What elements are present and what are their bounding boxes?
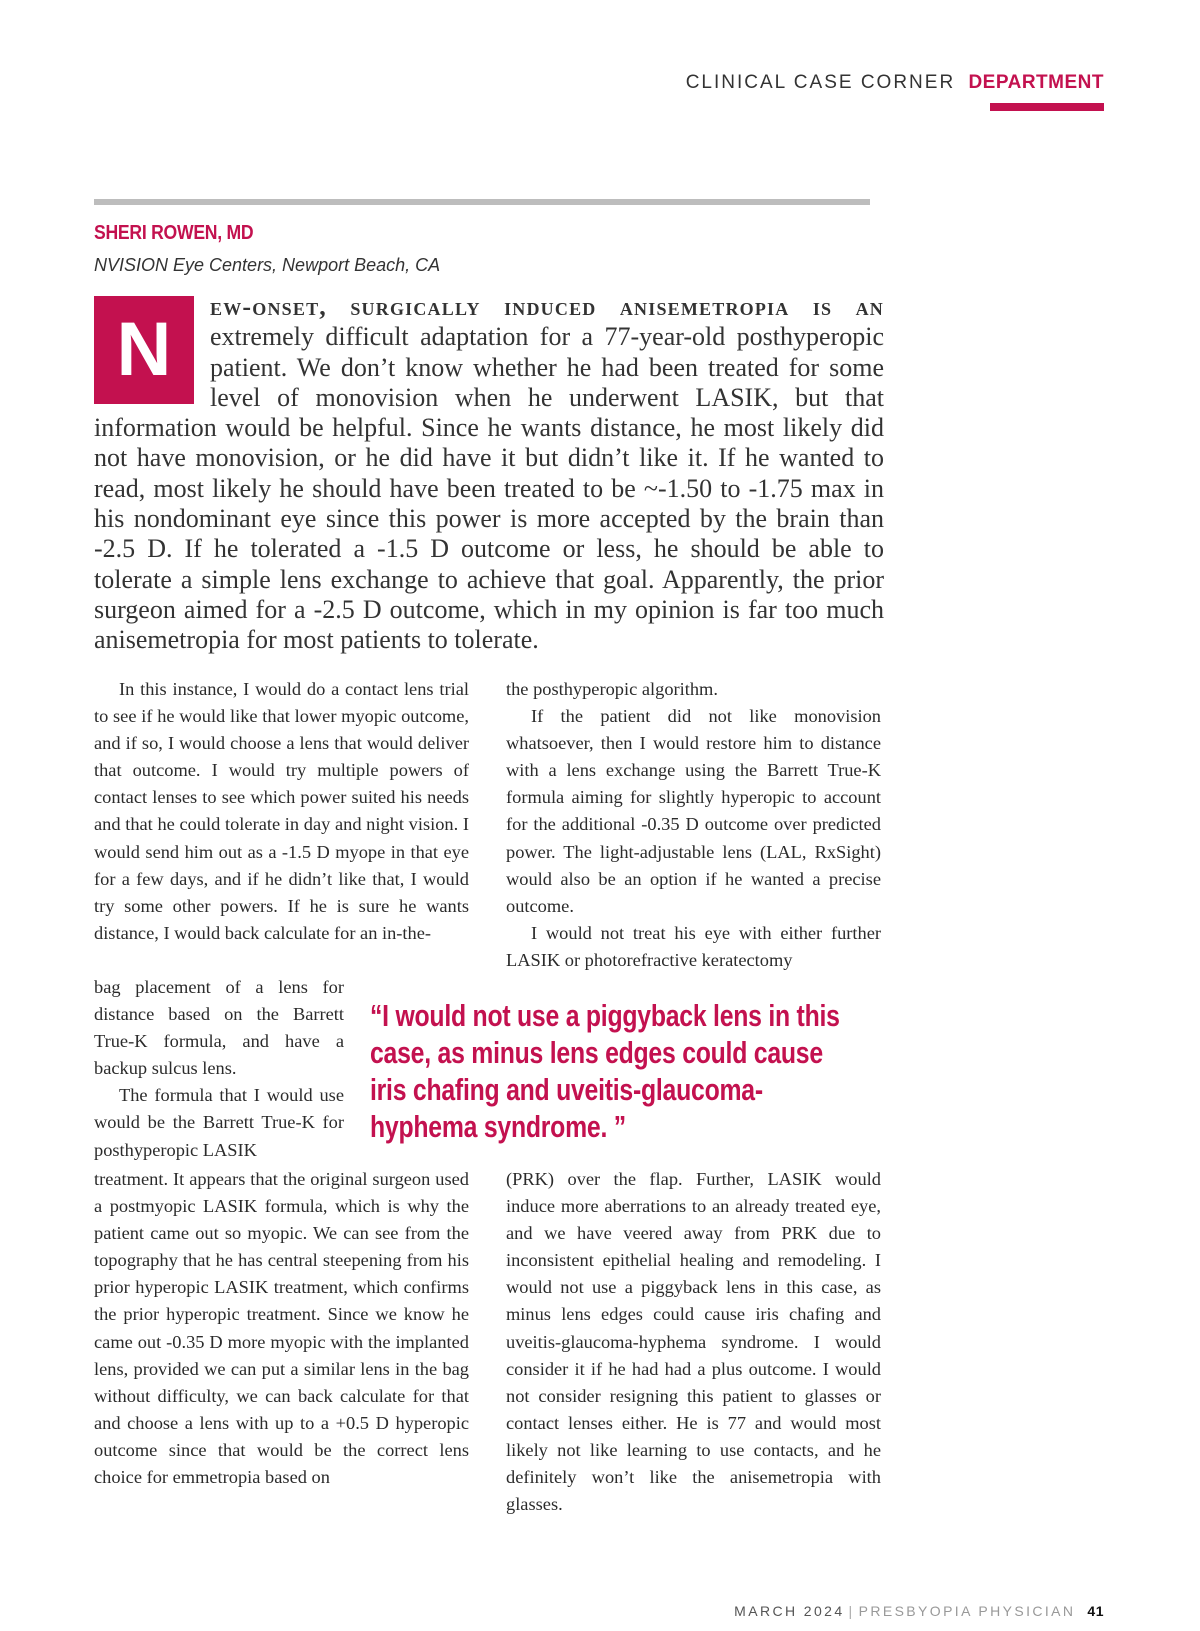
column-2-bottom (506, 1166, 881, 1518)
lead-opening: ew-onset, surgically induced anisemetropia is an (210, 292, 884, 321)
author-name: SHERI ROWEN, MD (94, 222, 254, 244)
header-accent-bar (990, 103, 1104, 111)
body-paragraph: treatment. It appears that the original surgeon used a postmyopic LASIK formula, which is why the patient came out so myopic. We can see from the topography that he has central steepening from his prior hyperopic LASIK treatment, which confirms the prior hyperopic treatment. Since we know he came out -0.35 D more myopic with the implanted lens, provided we can put a similar lens in the bag without difficulty, we can back calculate for that and choose a lens with up to a +0.5 D hyperopic outcome since that would be the correct lens choice for emmetropia based on (94, 1169, 469, 1488)
body-paragraph: bag placement of a lens for distance based on the Barrett True-K formula, and have a backup sulcus lens. (94, 977, 344, 1079)
page-footer (734, 1603, 1104, 1619)
body-paragraph: (PRK) over the flap. Further, LASIK would induce more aberrations to an already treated eye, and we have veered away from PRK due to inconsistent epithelial healing and remodeling. I would not use a piggyback lens in this case, as minus lens edges could cause iris chafing and uveitis-glaucoma-hyphema syndrome. I would consider it if he had had a plus outcome. I would not consider resigning this patient to glasses or contact lenses either. He is 77 and would most likely not like learning to use contacts, and he definitely won’t like the anisemetropia with glasses. (506, 1169, 881, 1515)
drop-cap: N (94, 296, 194, 404)
page-number: 41 (1087, 1603, 1104, 1619)
issue-date: MARCH 2024 (734, 1603, 845, 1619)
column-2-top (506, 676, 881, 974)
department-header (686, 72, 1104, 94)
section-divider (94, 199, 870, 205)
lead-text: extremely difficult adaptation for a 77-year-old posthyperopic patient. We don’t know whether he had been treated for some level of monovision when he underwent LASIK, but that information would be helpful. Since he wants distance, he most likely did not have monovision, or he did have it but didn’t like it. If he wanted to read, most likely he should have been treated to be ~-1.50 to -1.75 max in his nondominant eye since this power is more accepted by the brain than -2.5 D. If he tolerated a -1.5 D outcome or less, he should be able to tolerate a simple lens exchange to achieve that goal. Apparently, the prior surgeon aimed for a -2.5 D outcome, which in my opinion is far too much anisemetropia for most patients to tolerate. (94, 322, 884, 655)
lead-paragraph (94, 292, 884, 656)
department-label: DEPARTMENT (968, 72, 1104, 93)
body-paragraph: The formula that I would use would be the Barrett True-K for posthyperopic LASIK (94, 1085, 344, 1160)
body-paragraph: If the patient did not like monovision whatsoever, then I would restore him to distance with a lens exchange using the Barrett True-K formula aiming for slightly hyperopic to account for the additional -0.35 D outcome over predicted power. The light-adjustable lens (LAL, RxSight) would also be an option if he wanted a precise outcome. (506, 706, 881, 916)
pull-quote: “I would not use a piggyback lens in this case, as minus lens edges could cause iris chafing and uveitis-glaucoma-hyphema syndrome. ” (370, 998, 840, 1144)
author-affiliation: NVISION Eye Centers, Newport Beach, CA (94, 255, 441, 275)
section-title: CLINICAL CASE CORNER (685, 72, 956, 93)
body-paragraph: I would not treat his eye with either further LASIK or photorefractive keratectomy (506, 922, 881, 970)
magazine-name: PRESBYOPIA PHYSICIAN (858, 1603, 1076, 1619)
body-paragraph: the posthyperopic algorithm. (506, 679, 718, 699)
column-1-narrow (94, 974, 344, 1164)
footer-separator: | (848, 1603, 855, 1619)
column-1-top (94, 676, 469, 947)
column-1-bottom (94, 1166, 469, 1491)
body-paragraph: In this instance, I would do a contact lens trial to see if he would like that lower myopic outcome, and if so, I would choose a lens that would deliver that outcome. I would try multiple powers of contact lenses to see which power suited his needs and that he could tolerate in day and night vision. I would send him out as a -1.5 D myope in that eye for a few days, and if he didn’t like that, I would try some other powers. If he is sure he wants distance, I would back calculate for an in-the- (94, 679, 469, 943)
